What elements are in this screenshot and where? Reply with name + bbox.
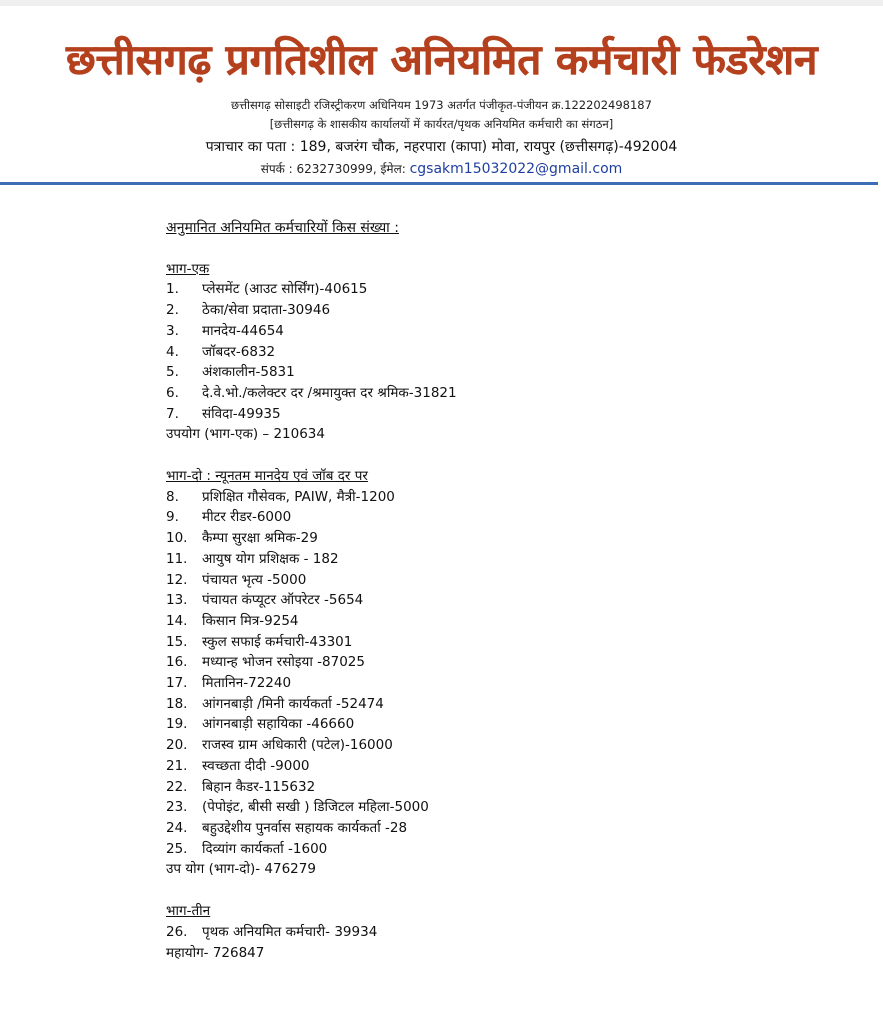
contact-line [0, 160, 883, 177]
list-item [166, 549, 846, 570]
item-text: ठेका/सेवा प्रदाता-30946 [202, 302, 331, 319]
list-item [166, 922, 846, 943]
item-text: मानदेय-44654 [202, 322, 284, 339]
postal-address: पत्राचार का पता : 189, बजरंग चौक, नहरपारा (कापा) मोवा, रायपुर (छत्तीसगढ़)-492004 [205, 139, 678, 155]
section-gap [166, 880, 846, 901]
item-number: 23. [166, 799, 188, 816]
list-item [166, 300, 846, 321]
list-item [166, 756, 846, 777]
item-number: 20. [166, 737, 188, 754]
part-one-list [166, 279, 846, 424]
top-strip [0, 0, 883, 6]
list-item [166, 404, 846, 425]
item-text: स्वच्छता दीदी -9000 [202, 757, 310, 774]
part-two-list [166, 487, 846, 860]
item-number: 19. [166, 716, 188, 733]
item-text: दे.वे.भो./कलेक्टर दर /श्रमायुक्त दर श्रमिक-31821 [202, 384, 457, 401]
item-text: किसान मित्र-9254 [202, 612, 299, 629]
item-text: आंगनबाड़ी /मिनी कार्यकर्ता -52474 [202, 695, 384, 712]
contact-email[interactable]: cgsakm15032022@gmail.com [409, 161, 623, 177]
item-text: बहुउद्देशीय पुनर्वास सहायक कार्यकर्ता -28 [202, 819, 408, 836]
item-number: 15. [166, 633, 188, 650]
item-number: 22. [166, 778, 188, 795]
item-text: संविदा-49935 [202, 405, 281, 422]
header-divider [0, 182, 878, 185]
list-item [166, 694, 846, 715]
item-number: 21. [166, 757, 188, 774]
list-item [166, 279, 846, 300]
item-number: 14. [166, 612, 188, 629]
registration-line: छत्तीसगढ़ सोसाइटी रजिस्ट्रीकरण अधिनियम 1973 अतर्गत पंजीकृत-पंजीयन क्र.122202498187 [231, 98, 652, 112]
item-number: 10. [166, 530, 188, 547]
document-heading: अनुमानित अनियमित कर्मचारियों किस संख्या : [166, 220, 399, 236]
item-number: 2. [166, 302, 179, 319]
part-three-list [166, 922, 846, 943]
section-gap [166, 445, 846, 466]
item-text: (पेपोइंट, बीसी सखी ) डिजिटल महिला-5000 [202, 799, 429, 816]
item-number: 12. [166, 571, 188, 588]
item-text: प्लेसमेंट (आउट सोर्सिंग)-40615 [202, 281, 368, 298]
list-item [166, 570, 846, 591]
list-item [166, 652, 846, 673]
part-three-title: भाग-तीन [166, 903, 211, 920]
item-text: मीटर रीडर-6000 [202, 509, 292, 526]
item-number: 7. [166, 405, 179, 422]
item-text: पंचायत कंप्यूटर ऑपरेटर -5654 [202, 592, 364, 609]
letterhead [0, 30, 883, 177]
list-item [166, 632, 846, 653]
item-number: 11. [166, 550, 188, 567]
part-two [166, 466, 846, 880]
organization-title: छत्तीसगढ़ प्रगतिशील अनियमित कर्मचारी फेडरेशन [65, 35, 818, 84]
part-two-total: उप योग (भाग-दो)- 476279 [166, 861, 316, 878]
item-text: कैम्पा सुरक्षा श्रमिक-29 [202, 530, 318, 547]
list-item [166, 735, 846, 756]
item-text: बिहान कैडर-115632 [202, 778, 316, 795]
item-number: 17. [166, 675, 188, 692]
item-number: 16. [166, 654, 188, 671]
item-number: 26. [166, 923, 188, 940]
item-text: स्कुल सफाई कर्मचारी-43301 [202, 633, 353, 650]
item-number: 8. [166, 488, 179, 505]
item-text: पंचायत भृत्य -5000 [202, 571, 307, 588]
item-text: राजस्व ग्राम अधिकारी (पटेल)-16000 [202, 737, 393, 754]
part-three [166, 901, 846, 963]
item-text: आंगनबाड़ी सहायिका -46660 [202, 716, 355, 733]
item-number: 6. [166, 384, 179, 401]
item-number: 18. [166, 695, 188, 712]
item-number: 5. [166, 364, 179, 381]
list-item [166, 383, 846, 404]
item-text: मितानिन-72240 [202, 675, 292, 692]
list-item [166, 714, 846, 735]
list-item [166, 839, 846, 860]
document-body [166, 218, 846, 963]
list-item [166, 818, 846, 839]
list-item [166, 342, 846, 363]
item-number: 24. [166, 819, 188, 836]
list-item [166, 487, 846, 508]
list-item [166, 797, 846, 818]
item-text: अंशकालीन-5831 [202, 364, 295, 381]
item-number: 3. [166, 322, 179, 339]
list-item [166, 528, 846, 549]
contact-phone: संपर्क : 6232730999, ईमेल: [260, 162, 406, 176]
item-text: जॉबदर-6832 [202, 343, 276, 360]
list-item [166, 362, 846, 383]
item-text: प्रशिक्षित गौसेवक, PAIW, मैत्री-1200 [202, 488, 395, 505]
part-two-title: भाग-दो : न्यूनतम मानदेय एवं जॉब दर पर [166, 468, 368, 485]
part-one [166, 259, 846, 445]
list-item [166, 673, 846, 694]
grand-total: महायोग- 726847 [166, 944, 265, 961]
item-number: 9. [166, 509, 179, 526]
item-number: 4. [166, 343, 179, 360]
list-item [166, 590, 846, 611]
item-text: पृथक अनियमित कर्मचारी- 39934 [202, 923, 378, 940]
item-text: मध्यान्ह भोजन रसोइया -87025 [202, 654, 365, 671]
list-item [166, 321, 846, 342]
organization-subtitle: [छत्तीसगढ़ के शासकीय कार्यालयों में कार्यरत/पृथक अनियमित कर्मचारी का संगठन] [269, 117, 614, 131]
list-item [166, 611, 846, 632]
item-number: 13. [166, 592, 188, 609]
list-item [166, 777, 846, 798]
part-one-total: उपयोग (भाग-एक) – 210634 [166, 426, 325, 443]
item-number: 25. [166, 840, 188, 857]
part-one-title: भाग-एक [166, 260, 210, 277]
list-item [166, 507, 846, 528]
item-text: आयुष योग प्रशिक्षक - 182 [202, 550, 339, 567]
item-text: दिव्यांग कार्यकर्ता -1600 [202, 840, 328, 857]
item-number: 1. [166, 281, 179, 298]
